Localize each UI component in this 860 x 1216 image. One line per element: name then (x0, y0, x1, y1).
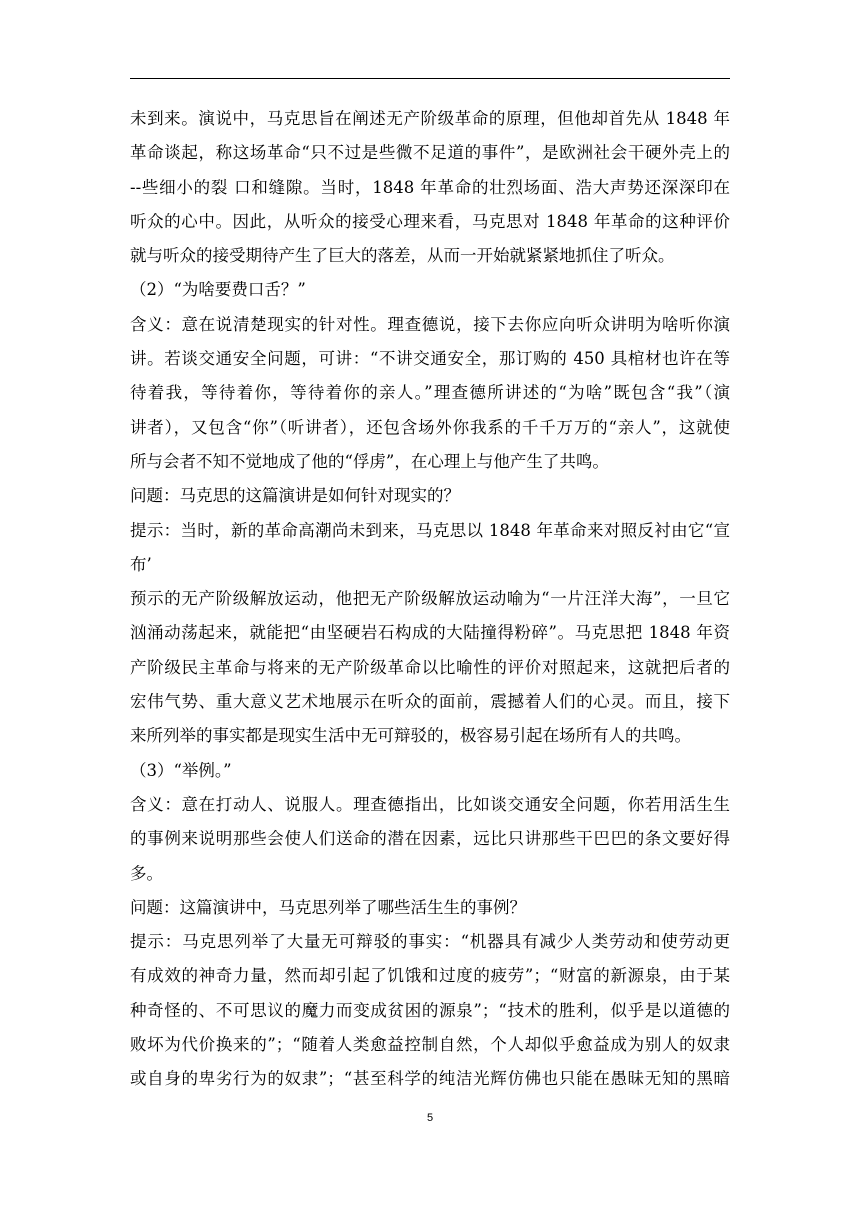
text-line: 未到来。演说中，马克思旨在阐述无产阶级革命的原理，但他却首先从 1848 年 (130, 109, 730, 128)
text-line: 待着我，等待着你，等待着你的亲人。”理查德所讲述的“为啥”既包含“我”（演 (130, 383, 730, 403)
text-line: 讲。若谈交通安全问题，可讲：“不讲交通安全，那订购的 450 具棺材也许在等 (130, 349, 730, 369)
text-line: （3）“举例。” (130, 760, 232, 780)
text-line: 就与听众的接受期待产生了巨大的落差，从而一开始就紧紧地抓住了听众。 (130, 246, 675, 266)
text-line: 种奇怪的、不可思议的魔力而变成贫困的源泉”；“技术的胜利，似乎是以道德的 (130, 1000, 730, 1020)
text-line: --些细小的裂 口和缝隙。当时，1848 年革命的壮烈场面、浩大声势还深深印在 (130, 177, 730, 197)
page-number: 5 (426, 1112, 434, 1124)
text-line: 有成效的神奇力量，然而却引起了饥饿和过度的疲劳”；“财富的新源泉，由于某 (130, 966, 730, 986)
text-line: 听众的心中。因此，从听众的接受心理来看，马克思对 1848 年革命的这种评价 (130, 211, 730, 231)
text-line: 来所列举的事实都是现实生活中无可辩驳的，极容易引起在场所有人的共鸣。 (130, 726, 691, 746)
text-line: 预示的无产阶级解放运动，他把无产阶级解放运动喻为“一片汪洋大海”，一旦它 (130, 589, 730, 609)
text-line: 败坏为代价换来的”；“随着人类愈益控制自然，个人却似乎愈益成为别人的奴隶 (130, 1035, 730, 1055)
text-line: 含义：意在打动人、说服人。理查德指出，比如谈交通安全问题，你若用活生生 (130, 794, 730, 814)
text-line: 的事例来说明那些会使人们送命的潜在因素，远比只讲那些干巴巴的条文要好得 (130, 829, 730, 849)
text-line: 问题：这篇演讲中，马克思列举了哪些活生生的事例？ (130, 897, 526, 917)
text-line: 产阶级民主革命与将来的无产阶级革命以比喻性的评价对照起来，这就把后者的 (130, 657, 730, 677)
text-line: 多。 (130, 863, 163, 883)
document-body (130, 102, 730, 1097)
text-line: 所与会者不知不觉地成了他的“俘虏”，在心理上与他产生了共鸣。 (130, 451, 609, 471)
header-rule (130, 78, 730, 79)
text-line: 提示：马克思列举了大量无可辩驳的事实：“机器具有减少人类劳动和使劳动更 (130, 932, 730, 952)
text-line: 革命谈起，称这场革命“只不过是些微不足道的事件”，是欧洲社会干硬外壳上的 (130, 143, 730, 163)
text-line: 含义：意在说清楚现实的针对性。理查德说，接下去你应向听众讲明为啥听你演 (130, 314, 730, 334)
text-line: 汹涌动荡起来，就能把“由坚硬岩石构成的大陆撞得粉碎”。马克思把 1848 年资 (130, 623, 730, 643)
text-line: 宏伟气势、重大意义艺术地展示在听众的面前，震撼着人们的心灵。而且，接下 (130, 692, 730, 712)
text-line: 或自身的卑劣行为的奴隶”；“甚至科学的纯洁光辉仿佛也只能在愚昧无知的黑暗 (130, 1069, 730, 1089)
text-line: 问题：马克思的这篇演讲是如何针对现实的？ (130, 486, 460, 506)
text-line: 布’ (130, 554, 152, 574)
text-line: （2）“为啥要费口舌？” (130, 280, 306, 300)
text-line: 讲者），又包含“你”（听讲者），还包含场外你我系的千千万万的“亲人”，这就使 (130, 417, 730, 437)
text-line: 提示：当时，新的革命高潮尚未到来，马克思以 1848 年革命来对照反衬由它“宣 (130, 520, 730, 540)
